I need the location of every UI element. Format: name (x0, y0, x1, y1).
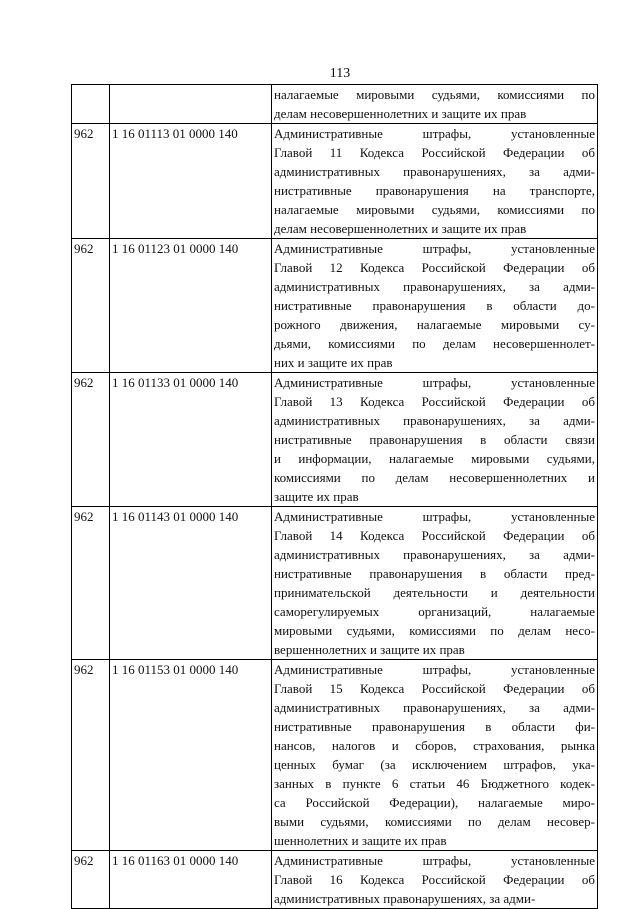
description-line: административных правонарушениях, за адми- (274, 279, 595, 294)
description-line: административных правонарушениях, за адми- (274, 547, 595, 562)
description-line: комиссиями по делам несовершеннолетних и (274, 470, 595, 485)
description-line: и информации, налагаемые мировыми судьями, (274, 451, 595, 466)
description-cell (272, 660, 598, 851)
description-line: принимательской деятельности и деятельности (274, 585, 595, 600)
admin-code-cell: 962 (72, 239, 110, 373)
description-line: шеннолетних и защите их прав (274, 833, 447, 848)
description-line: административных правонарушениях, за адми- (274, 891, 536, 906)
income-code-cell: 1 16 01113 01 0000 140 (110, 124, 272, 239)
description-line: делам несовершеннолетних и защите их прав (274, 221, 527, 236)
admin-code-cell: 962 (72, 660, 110, 851)
description-line: Административные штрафы, установленные (274, 509, 595, 524)
description-line: нистративные правонарушения на транспорте, (274, 183, 595, 198)
description-line: выми судьями, комиссиями по делам несовер- (274, 814, 595, 829)
description-line: Административные штрафы, установленные (274, 241, 595, 256)
page-number: 113 (329, 66, 351, 81)
description-line: Главой 16 Кодекса Российской Федерации об (274, 872, 595, 887)
income-code-cell: 1 16 01123 01 0000 140 (110, 239, 272, 373)
description-line: них и защите их прав (274, 355, 393, 370)
description-line: нистративные правонарушения в области связи (274, 432, 595, 447)
description-line: нистративные правонарушения в области пред- (274, 566, 595, 581)
description-line: нистративные правонарушения в области фи- (274, 719, 595, 734)
description-line: защите их прав (274, 489, 359, 504)
admin-code-cell: 962 (72, 851, 110, 909)
description-line: налагаемые мировыми судьями, комиссиями по (274, 202, 595, 217)
table-body (72, 85, 598, 909)
description-line: Главой 14 Кодекса Российской Федерации об (274, 528, 595, 543)
description-line: Главой 13 Кодекса Российской Федерации об (274, 394, 595, 409)
description-line: Главой 12 Кодекса Российской Федерации об (274, 260, 595, 275)
description-line: нистративные правонарушения в области до- (274, 298, 595, 313)
description-line: административных правонарушениях, за адми- (274, 700, 595, 715)
description-cell (272, 124, 598, 239)
description-line: занных в пункте 6 статьи 46 Бюджетного кодек- (274, 776, 595, 791)
description-cell (272, 373, 598, 507)
description-line: Главой 11 Кодекса Российской Федерации об (274, 145, 595, 160)
income-code-cell (110, 85, 272, 124)
income-code-cell: 1 16 01143 01 0000 140 (110, 507, 272, 660)
description-line: административных правонарушениях, за адми- (274, 413, 595, 428)
description-line: саморегулируемых организаций, налагаемые (274, 604, 595, 619)
admin-code-cell: 962 (72, 124, 110, 239)
admin-code-cell: 962 (72, 373, 110, 507)
admin-code-cell (72, 85, 110, 124)
table-row (72, 507, 598, 660)
description-line: Главой 15 Кодекса Российской Федерации об (274, 681, 595, 696)
description-line: ценных бумаг (за исключением штрафов, ука- (274, 757, 595, 772)
description-line: налагаемые мировыми судьями, комиссиями по (274, 87, 595, 102)
description-line: Административные штрафы, установленные (274, 375, 595, 390)
table-row (72, 239, 598, 373)
income-code-cell: 1 16 01133 01 0000 140 (110, 373, 272, 507)
description-line: мировыми судьями, комиссиями по делам несо- (274, 623, 595, 638)
admin-code-cell: 962 (72, 507, 110, 660)
income-code-cell: 1 16 01163 01 0000 140 (110, 851, 272, 909)
description-line: дьями, комиссиями по делам несовершеннолет- (274, 336, 595, 351)
description-line: Административные штрафы, установленные (274, 126, 595, 141)
description-cell (272, 851, 598, 909)
description-cell (272, 507, 598, 660)
description-line: нансов, налогов и сборов, страхования, рынка (274, 738, 595, 753)
description-line: рожного движения, налагаемые мировыми су- (274, 317, 595, 332)
description-line: делам несовершеннолетних и защите их прав (274, 106, 527, 121)
table-row (72, 660, 598, 851)
table-row (72, 373, 598, 507)
description-line: са Российской Федерации), налагаемые миро- (274, 795, 595, 810)
table-row (72, 85, 598, 124)
description-line: вершеннолетних и защите их прав (274, 642, 465, 657)
description-cell (272, 85, 598, 124)
description-cell (272, 239, 598, 373)
table-row (72, 851, 598, 909)
description-line: административных правонарушениях, за адми- (274, 164, 595, 179)
classification-table (71, 84, 598, 909)
table-row (72, 124, 598, 239)
description-line: Административные штрафы, установленные (274, 662, 595, 677)
income-code-cell: 1 16 01153 01 0000 140 (110, 660, 272, 851)
description-line: Административные штрафы, установленные (274, 853, 595, 868)
